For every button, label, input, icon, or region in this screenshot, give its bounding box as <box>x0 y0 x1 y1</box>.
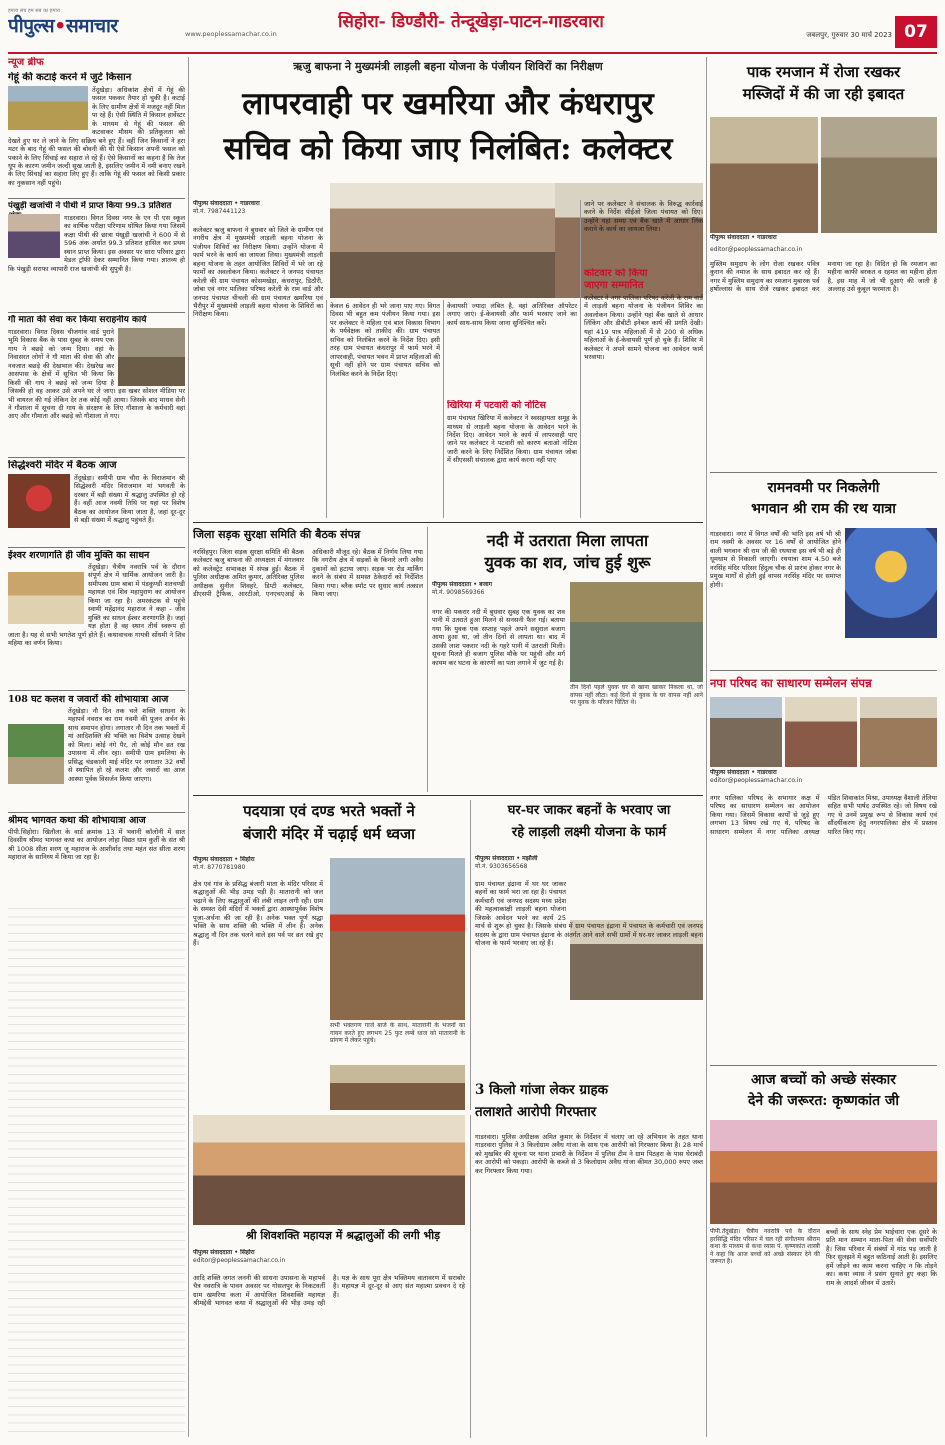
ganja-text: गाडरवारा। पुलिस अधीक्षक अमित कुमार के निर्देशन में चलाए जा रहे अभियान के तहत थाना गाडरवारा पुलिस ने 3 किलोग्राम अवैध गांजा के साथ एक आरोपी को गिरफ्तार किया है। 28 मार्च को मुखबिर की सूचना पर थाना प्रभारी के निर्देशन में पुलिस टीम ने ग्राम पिठहरा के पास घेराबंदी कर आरोपी को पकड़ा। आरोपी के कब्जे से 3 किलोग्राम अवैध गांजा कीमत 30,000 रुपए जब्त कर गिरफ्तार किया गया। <box>475 1133 703 1175</box>
sanskar-text: बच्चों के साथ स्नेह प्रेम भाईचारा एक दूसरे के प्रति मान सम्मान माता-पिता की सेवा सर्वोपरि है। जिस परिवार में संबंधों में गांठ पड़ जाती है फिर सुलझने में बहुत कठिनाई आती है। इसलिए हमें जोड़ने का काम करना चाहिए न कि तोड़ने का। कथा व्यास ने प्रसंग सुनाते हुए कहा कि राम के आदर्श जीवन में उतारें। <box>826 1228 937 1287</box>
column-divider <box>470 800 471 1110</box>
brief-siddheshwari-body: तेंदूखेड़ा। समीपी ग्राम चौरा के विराजमान श्री सिद्धेश्वरी मंदिर विराजमान मां भगवती के दरबार में बड़ी संख्या में श्रद्धालु उपस्थित हो रहे हैं। वहीं आज नवमी तिथि पर यहां पर विशेष बैठक का आयोजन किया जाता है, जहां दूर-दूर से बड़ी संख्या में श्रद्धालु पहुंचते हैं। <box>74 474 185 525</box>
napa-title: नपा परिषद का साधारण सम्मेलन संपन्न <box>710 676 872 690</box>
khiriya-story <box>447 400 577 518</box>
lead-col-3: केवायसी ज्यादा लंबित है, वहां अतिरिक्त ऑपरेटर लगाए जाएं। ई-केवायसी और फार्म भरवाए जाने का कार्य साथ-साथ किया जाना सुनिश्चित करें। <box>447 302 577 327</box>
sanskar-title-1: आज बच्चों को अच्छे संस्कार <box>750 1072 897 1088</box>
masthead-rule <box>8 52 937 54</box>
brief-divider <box>8 547 185 548</box>
ladli-title-2: रहे लाड़ली लक्ष्मी योजना के फार्म <box>511 825 667 840</box>
mahayagya-email: editor@peoplessamachar.co.in <box>193 1256 286 1264</box>
lead-mobile: मो.नं. 7987441123 <box>193 207 246 215</box>
brief-wheat <box>8 72 185 197</box>
photo-spacer <box>841 530 937 642</box>
nadi-byline-place: बजाग <box>479 581 492 588</box>
ramnavami-title-1: रामनवमी पर निकलेगी <box>767 480 880 496</box>
brief-divider <box>8 457 185 458</box>
brief-gaumata-title: गौ माता की सेवा कर किया सराहनीय कार्य <box>8 315 147 325</box>
masthead-regions: सिहोरा- डिण्डौरी- तेन्दूखेड़ा-पाटन-गाडरवारा <box>338 12 604 32</box>
iftar-photo-2 <box>821 117 937 233</box>
lead-kicker-text: ऋजु बाफना ने मुख्यमंत्री लाड़ली बहना योजना के पंजीयन शिविरों का निरीक्षण <box>293 60 603 73</box>
brief-ishwar-body: तेंदूखेड़ा। चैत्रीय नवरात्रि पर्व के दौरान संपूर्ण क्षेत्र में धार्मिक आयोजन जारी है। समीपस्थ ग्राम बाबा में पंडकुण्डी शतचण्डी महायज्ञ एवं शिव महापुराण का आयोजन किया जा रहा है। अमरकंटक से पहुंचे स्वामी महेंद्रानंद महाराज ने कहा - जीव मुक्ति का साधन ईश्वर शरणागति है। जहां यज्ञ होता है वह स्थान तीर्थ स्वरूप हो जाता है। यह से सभी भगतेश पूर्ण होते हैं। कथावाचक गायत्री सोंधमी ने शिव महिमा का वर्णन किया। <box>8 563 185 647</box>
dhwaja-procession-photo <box>330 858 465 1020</box>
padyatra-byline-line: पीपुल्स संवाददाता • सिहोरा <box>193 856 255 863</box>
brief-wheat-title: गेहूं की कटाई करने में जुटे किसान <box>8 72 132 83</box>
mahayagya-byline-place: सिहोरा <box>240 1249 255 1256</box>
lead-col-1: कलेक्टर ऋजु बाफना ने बुधवार को जिले के ग्रामीण एवं नगरीय क्षेत्र में मुख्यमंत्री लाड़ली बहना योजना के पंजीयन शिविरों का निरीक्षण किया। उन्होंने योजना में फार्म भरने के कार्य का जायजा लिया। मुख्यमंत्री लाड़ली बहना योजना के तहत आयोजित शिविरों में भरे जा रहे फार्मों का अवलोकन किया। कलेक्टर ने जनपद पंचायत करेली की ग्राम पंचायत कोसमखेड़ा, कंधरापुर, डिठौरी, जोबा एवं नगर पालिका परिषद करेली के राम वार्ड और जनपद पंचायत चीचली की ग्राम पंचायत खमरिया एवं भैरौपुर में मुख्यमंत्री लाड़ली बहना योजना के शिविरों का निरीक्षण किया। <box>193 226 323 319</box>
brief-pankhudi-text <box>8 214 185 311</box>
padyatra-title-2: बंजारी मंदिर में चढ़ाई धर्म ध्वजा <box>242 825 416 843</box>
photo-spacer <box>8 474 74 528</box>
napa-photo-3 <box>860 697 937 767</box>
brief-divider <box>8 690 185 691</box>
roza-title-1: पाक रमजान में रोजा रखकर <box>746 63 901 81</box>
mahayagya-byline-name: पीपुल्स संवाददाता <box>193 1249 233 1256</box>
napa-photo-2 <box>785 697 857 767</box>
napa-byline-name: पीपुल्स संवाददाता <box>710 769 750 776</box>
padyatra-headline <box>193 800 465 852</box>
ramnavami-body: गाडरवारा। नगर में विगत वर्षों की भांति इस वर्ष भी श्री राम नवमी के अवसर पर 16 वर्षों से आयोजित होने वाली भगवान श्री राम जी की रथयात्रा इस वर्ष भी बड़े ही धूमधाम से निकाली जाएगी। रथयात्रा शाम 4.50 बजे नरसिंह मंदिर परिसर हिंदुत्व चौक से प्रारंभ होकर नगर के प्रमुख मार्गों से होती हुई वापस नरसिंह मंदिर पर समाप्त होगी। <box>710 530 841 589</box>
kotwar-story <box>584 268 703 518</box>
napa-photo-1 <box>710 697 782 767</box>
ladli-mobile: मो.नं. 9303656568 <box>475 862 528 870</box>
sanskar-title-2: देने की जरूरत: कृष्णकांत जी <box>748 1093 899 1109</box>
masthead-name: पीपुल्स•समाचार <box>8 15 118 38</box>
roza-title-2: मस्जिदों में की जा रही इबादत <box>742 85 905 103</box>
lead-byline-place: गाडरवारा <box>240 200 260 207</box>
napa-email: editor@peoplessamachar.co.in <box>710 776 803 784</box>
ladli-byline-place: मझौली <box>522 855 538 862</box>
brief-siddheshwari <box>8 460 185 545</box>
mahayagya-byline-line: पीपुल्स संवाददाता • सिहोरा <box>193 1249 255 1256</box>
photo-spacer <box>8 707 68 785</box>
column-divider <box>580 200 581 518</box>
section-divider <box>710 472 937 473</box>
lead-headline-line-2: सचिव को किया जाए निलंबित: कलेक्टर <box>223 131 673 167</box>
section-divider <box>193 522 703 523</box>
khiriya-title: खिरिया में पटवारी को नोटिस <box>447 400 546 411</box>
masthead-tagline: हमारा सच हम सब का हमारा <box>8 8 61 14</box>
nadi-byline-line: पीपुल्स संवाददाता • बजाग <box>432 581 492 588</box>
katha-photo <box>710 1120 937 1224</box>
lead-col-2: केवल 6 आवेदन ही भरे जाना पाए गए। विगत दिवस भी बहुत कम पंजीयन किया गया। इस पर कलेक्टर ने महिला एवं बाल विकास विभाग के पर्यवेक्षक को ताकीद की। ग्राम पंचायत सचिव को निलंबित करने के निर्देश दिए। इसी तरह ग्राम पंचायत कंधरापुर में फार्म भरने में लापरवाही, पंचायत भवन में प्राप्त महिलाओं की सूची नहीं होने पर ग्राम पंचायत सचिव को निलंबित करने के निर्देश दिए। <box>330 302 440 378</box>
nadi-byline-name: पीपुल्स संवाददाता <box>432 581 472 588</box>
ganja-headline <box>475 1080 703 1130</box>
masthead-name-right: समाचार <box>65 15 118 38</box>
column-divider <box>443 300 444 518</box>
ladli-byline-name: पीपुल्स संवाददाता <box>475 855 515 862</box>
nadi-caption: तीन दिनों पहले युवक घर से खाना खाकर निकला था, जो वापस नहीं लौटा। कई दिनों से युवक के घर वापस नहीं आने पर युवक के परिजन चिंतित थे। <box>570 684 703 706</box>
brief-gaumata-body: गाडरवारा। विगत दिवस चीजगांव वार्ड पुराने भूमि विकास बैंक के पास सुबह के समय एक गाय ने बछड़े को जन्म दिया। वहां के निवासरत लोगों ने गौ माता की सेवा की और नवजात बछड़े की देखभाल की। देखरेख कर आसपास के क्षेत्रों में सूचित भी किया कि किसी की गाय ने बछड़े को जन्म दिया है जिसकी हो वह आकर उसे अपने घर ले जाए। इस खबर सोशल मीडिया पर भी वायरल की गई लेकिन देर तक कोई नहीं आया। जिसके बाद माधव सेनी ने गौशाला में सूचना दी गाय के संरक्षण के लिए गौशाला के कर्मचारी वहां आए और गौमाता और बछड़े को गौशाला ले गए। <box>8 328 185 421</box>
column-divider <box>188 57 189 1437</box>
mahayagya-headline <box>193 1228 493 1246</box>
napa-byline-line: पीपुल्स संवाददाता • गाडरवारा <box>710 769 777 776</box>
mahayagya-text: आदि शक्ति जगत जननी की साधना उपासना के महापर्व चैत्र नवरात्रि के पावन अवसर पर गोसलपुर के निकटवर्ती ग्राम खमरिया कला में आयोजित शिवशक्ति महायज्ञ श्रीमद्देवी भागवत कथा में श्रद्धालुओं की भीड़ उमड़ रही है। यज्ञ के साथ पूरा क्षेत्र भक्तिमय वातावरण में सराबोर है। महायज्ञ में दूर-दूर से आए संत महात्मा प्रवचन दे रहे हैं। <box>193 1274 465 1308</box>
brief-pankhudi-title: पंखुड़ी खजांची ने पीथी में प्राप्त किया 99.3 प्रतिशत <box>8 201 172 211</box>
section-divider <box>710 1065 937 1066</box>
nadi-headline <box>432 530 703 578</box>
masthead-url: www.peoplessamachar.co.in <box>185 30 277 38</box>
brief-siddheshwari-title: सिद्धेश्वरी मंदिर में बैठक आज <box>8 460 117 471</box>
column-divider <box>427 527 428 792</box>
brief-ishwar-title: ईश्वर शरणागति ही जीव मुक्ति का साधन <box>8 550 150 561</box>
ramnavami-text <box>710 530 937 645</box>
lead-headline <box>193 82 703 180</box>
column-divider <box>326 300 327 518</box>
roza-byline-name: पीपुल्स संवाददाता <box>710 234 750 241</box>
brief-ishwar-text <box>8 563 185 688</box>
photo-spacer <box>8 86 92 130</box>
roza-byline-line: पीपुल्स संवाददाता • गाडरवारा <box>710 234 777 241</box>
brief-ghat-kalash <box>8 694 185 810</box>
ramnavami-title-2: भगवान श्री राम की रथ यात्रा <box>751 501 896 517</box>
nadi-mobile: मो.नं. 9098569366 <box>432 588 485 596</box>
masthead-name-left: पीपुल्स <box>8 15 55 38</box>
napa-byline <box>710 769 830 791</box>
napa-text: नगर पालिका परिषद के सभागार कक्ष में परिषद का साधारण सम्मेलन का आयोजन किया गया। जिसमें विकास कार्यों से जुड़े हुए लगभग 13 विषय रखे गए थे, परिषद के साधारण सम्मेलन में नगर पालिका अध्यक्ष पंडित शिवाकांत मिश्रा, उपाध्यक्ष वैशाली तेलिया सहित सभी पार्षद उपस्थित रहे। जो विषय रखे गए थे उनमें प्रमुख रूप से विकास कार्य एवं सौंदर्यीकरण हेतु नगरपालिका क्षेत्र में प्रस्ताव पारित किए गए। <box>710 794 937 836</box>
sanskar-caption: पीपी.तेंदूखेड़ा। चैत्रीय नवरात्रि पर्व के दौरान हरसिद्धि मंदिर परिसर में चल रही संगीतमय श्रीराम कथा के माध्यम से कथा व्यास पं. कृष्णकांत शास्त्री ने कहा कि आज बच्चों को अच्छे संस्कार देने की जरूरत है। <box>710 1228 820 1265</box>
section-divider <box>710 670 937 671</box>
nadi-title-1: नदी में उतराता मिला लापता <box>486 531 649 550</box>
column-divider <box>470 1115 471 1438</box>
nadi-title-2: युवक का शव, जांच हुई शुरू <box>484 553 651 572</box>
suraksha-text: नरसिंहपुर। जिला सड़क सुरक्षा समिति की बैठक कलेक्टर ऋजु बाफना की अध्यक्षता में मंगलवार को कलेक्ट्रेट सभाकक्ष में संपन्न हुई। बैठक में पुलिस अधीक्षक अमित कुमार, अतिरिक्त पुलिस अधीक्षक सुनील शिवहरे, डिप्टी कलेक्टर, डीएसपी ट्रैफिक, आरटीओ, एनएचएआई के अधिकारी मौजूद रहे। बैठक में निर्णय लिया गया कि नगरीय क्षेत्र में सड़कों के किनारे लगी अवैध दुकानों को हटाया जाए। सड़क पर रोड मार्किंग करने के संबंध में समस्त ठेकेदारों को निर्देशित किया गया। ब्लैक स्पॉट पर सुधार कार्य तत्काल किया जाए। <box>193 548 423 599</box>
lead-headline-line-1: लापरवाही पर खमरिया और कंधरापुर <box>242 86 654 122</box>
photo-spacer <box>114 328 185 386</box>
suraksha-headline <box>193 527 423 545</box>
brief-siddheshwari-text <box>8 474 185 545</box>
ladli-text <box>475 880 703 1078</box>
river-photo <box>570 582 703 682</box>
suraksha-title: जिला सड़क सुरक्षा समिति की बैठक संपन्न <box>193 528 361 541</box>
khiriya-text: ग्राम पंचायत खिरिया में कलेक्टर ने स्वसहायता समूह के माध्यम से लाड़ली बहना योजना के आवेदन भरने के निर्देश दिए। आवेदन भरने के कार्य में लापरवाही पाए जाने पर कलेक्टर ने पटवारी को कारण बताओ नोटिस जारी करने के लिए निर्देशित किया। ग्राम पंचायत जोबा में सीएससी संचालक द्वारा कार्य करना नहीं पाए <box>447 414 577 465</box>
brief-divider <box>8 812 185 813</box>
iftar-photo-1 <box>710 117 818 233</box>
padyatra-mobile: मो.नं. 8770781980 <box>193 863 246 871</box>
lead-col-4: जाने पर कलेक्टर ने संचालक के विरुद्ध कार्रवाई करने के निर्देश सीईओ जिला पंचायत को दिए। उन्होंने यहां समग्र एवं बैंक खाते में आधार लिंक कराने के कार्य का जायजा लिया। <box>584 200 703 234</box>
ladli-headline <box>475 800 703 848</box>
nadi-byline <box>432 581 552 603</box>
brief-gaumata <box>8 315 185 455</box>
padyatra-byline-name: पीपुल्स संवाददाता <box>193 856 233 863</box>
roza-text: मुस्लिम समुदाय के लोग रोजा रखकर पवित्र कुरान की नमाज के साथ इबादत कर रहे हैं। नगर में मुस्लिम समुदाय का रमजान मुबारक पर्व हर्षोल्लास के साथ रोजे रखकर इबादत कर मनाया जा रहा है। विदित हो कि रमजान का महीना काफी बरकत व रहमत का महीना होता है, इस माह में जो भी दुआएं की जाती है अल्लाह उसे कुबूल फरमाता है। <box>710 260 937 294</box>
ladli-body: ग्राम पंचायत इंद्राना में घर घर जाकर बहनों का फार्म भरा जा रहा है। पंचायत कर्मचारी एवं जनपद सदस्य मध्य प्रदेश की महत्वाकांक्षी लाड़ली बहना योजना जिसके आवेदन भरने का कार्य 25 मार्च से शुरू हो चुका है। जिसके संबंध में ग्राम पंचायत इंद्राना में पंचायत के कर्मचारी एवं जनपद सदस्य के द्वारा ग्राम पंचायत इंद्राना के अंतर्गत आने वाले सभी ग्रामों में घर-घर जाकर लाड़ली बहना योजना के फार्म भरवाए जा रहे हैं। <box>475 880 703 948</box>
padyatra-text: क्षेत्र एवं गांव के प्रसिद्ध बंजारी माता के मंदिर परिसर में श्रद्धालुओं की भीड़ उमड़ पड़ी है। मातारानी को जल चढ़ाने के लिए श्रद्धालुओं की लंबी लाइन लगी रही। ग्राम के समस्त देवी मंदिरों में भक्तों द्वारा आस्थापूर्वक विशेष पूजा-अर्चना की जा रही है। अनेक भक्त पूर्ण श्रद्धा भक्ति के साथ शक्ति की भक्ति में लीन हैं। अनेक श्रद्धालु नौ दिन तक चलने वाले इस पर्व पर व्रत रखे हुए हैं। <box>193 880 323 948</box>
napa-headline <box>710 675 937 695</box>
brief-column-text-lines <box>8 906 185 1436</box>
lead-byline-name: पीपुल्स संवाददाता <box>193 200 233 207</box>
roza-headline <box>710 62 937 112</box>
brief-divider <box>8 198 185 199</box>
brief-divider <box>8 312 185 313</box>
brief-bhagwat-text: पीपी.सिहोरा। खितौला के वार्ड क्रमांक 13 में भवानी कॉलोनी में सात दिवसीय श्रीमद भागवत कथा का आयोजन लोहा विद्यत धाम कुर्ती के संत श्री श्री 1008 सीता शरण जू महाराज के आशीर्वाद तथा महंत संत सीता शरण महाराज के सानिध्य में किया जा रहा है। <box>8 828 185 862</box>
brief-ghat-kalash-text <box>8 707 185 810</box>
padyatra-caption: सभी भक्तगण गाजे बाजे के साथ, मातारानी के भजनों का गायन करते हुए लगभग 25 फुट लम्बे ध्वज को मातारानी के प्रांगण में लेकर पहुंचे। <box>330 1022 465 1044</box>
temple-crowd-photo <box>330 1065 465 1110</box>
mahayagya-byline <box>193 1249 313 1271</box>
kotwar-title-1: कोटवार को किया <box>584 268 648 279</box>
ganja-title-1: 3 किलो गांजा लेकर ग्राहक <box>475 1082 609 1098</box>
lead-byline-line: पीपुल्स संवाददाता • गाडरवारा <box>193 200 260 207</box>
kotwar-title-2: जाएगा सम्मानित <box>584 280 644 291</box>
brief-wheat-text <box>8 86 185 197</box>
ladli-byline-line: पीपुल्स संवाददाता • मझौली <box>475 855 538 862</box>
section-divider <box>193 795 703 796</box>
mahayagya-title: श्री शिवशक्ति महायज्ञ में श्रद्धालुओं की लगी भीड़ <box>245 1229 441 1242</box>
padyatra-title-1: पदयात्रा एवं दण्ड भरते भक्तों ने <box>243 802 415 820</box>
masthead-date: जबलपुर, गुरुवार 30 मार्च 2023 <box>806 31 892 39</box>
ramnavami-headline <box>710 478 937 526</box>
kotwar-text: कलेक्टर ने नगर पालिका परिषद करेली के राम वार्ड में लाड़ली बहना योजना के पंजीयन शिविर का अवलोकन किया। उन्होंने यहां बैंक खाते से आधार लिंकिंग और डीबीटी इनेबल कार्य की प्रगति देखी। यहां 419 पात्र महिलाओं में से 200 से अधिक महिलाओं के ई-केवायसी पूर्ण हो चुके हैं। शिविर में कलेक्टर ने अपने सामने योजना का आवेदन फार्म भरवाया। <box>584 294 703 362</box>
mahayagya-photo <box>193 1115 465 1225</box>
ladli-byline <box>475 855 595 877</box>
brief-gaumata-text <box>8 328 185 455</box>
lead-byline <box>193 200 323 222</box>
brief-pankhudi <box>8 201 185 311</box>
photo-spacer <box>8 563 88 625</box>
lead-kicker <box>193 60 703 76</box>
ganja-title-2: तलाशते आरोपी गिरफ्तार <box>475 1104 597 1120</box>
nadi-text: नगर की पकरार नदी में बुधवार सुबह एक युवक का शव पानी में उतराते हुआ मिलने से सनसनी फैल गई। बताया गया कि युवक एक सप्ताह पहले अपने ससुराल बजाग आया हुआ था, जो तीन दिनों से लापता था। बाद में उसकी लाश पकरार नदी के गहरे पानी में उतराती मिली। सूचना मिलते ही बजाग पुलिस मौके पर पहुंची और मर्ग कायम कर घटना के कारणों का पता लगाने में जुट गई है। <box>432 608 565 667</box>
brief-bhagwat-title: श्रीमद भागवत कथा की शोभायात्रा आज <box>8 815 146 826</box>
brief-bhagwat <box>8 815 185 905</box>
masthead-logo <box>8 8 183 50</box>
news-brief-tag: न्यूज ब्रीफ <box>8 57 44 68</box>
brief-ghat-kalash-body: तेंदूखेड़ा। नौ दिन तक चले शक्ति साधना के महापर्व नवरात्र का राम नवमी की पूजन अर्चन के साथ समापन होगा। लगातार नौ दिन तक भक्तों में मां आदिशक्ति की भक्ति का विशेष उत्साह देखने को मिला। कोई नंगे पैर, तो कोई मौन व्रत रख उपासना में लीन रहा। समीपी ग्राम इमलिया के प्रसिद्ध चंडकाली माई मंदिर पर लगातार 32 वर्षों से स्थापित हो रहे कलश और जवारों का आज आस्था पूर्वक विसर्जन किया जाएगा। <box>68 707 185 783</box>
napa-byline-place: गाडरवारा <box>757 769 777 776</box>
roza-byline-place: गाडरवारा <box>757 234 777 241</box>
padyatra-byline <box>193 856 323 878</box>
column-divider <box>706 57 707 1437</box>
collector-inspection-photo <box>330 183 555 298</box>
brief-pankhudi-body: गाडरवारा। विगत दिवस नगर के एन पी एस स्कूल का वार्षिक परीक्षा परिणाम घोषित किया गया जिसमें कक्षा पीथी की छात्रा पंखुड़ी खजांची ने 600 में से 596 अंक अर्थात 99.3 प्रतिशत हासिल कर प्रथम स्थान प्राप्त किया। इस अवसर पर सारा परिवार द्वारा मेडल ट्रॉफी देकर सम्मानित किया गया। ज्ञातव्य हो कि पंखुड़ी सराफा व्यापारी राज खजांची की सुपुत्री है। <box>8 214 185 273</box>
brief-ghat-kalash-title: 108 घट कलश व जवारों की शोभायात्रा आज <box>8 694 169 705</box>
brief-wheat-body: तेंदूखेड़ा। अधिकांश क्षेत्रों में गेहूं की फसल पककर तैयार हो चुकी है। कटाई के लिए ग्रामीण क्षेत्रों में मजदूर नहीं मिल पा रहे हैं। ऐसी स्थिति में किसान हार्वेस्टर के माध्यम से गेहूं की फसल की कटवाकर मौसम की प्रतिकूलता को देखते हुए घर ले जाने के लिए सक्रिय बने हुए हैं। वहीं जिन किसानों ने हरा मटर के बाद गेहूं की फसल की बोवनी की थी ऐसे किसान अपनी फसल को पकाने के लिए सिंचाई का सहारा ले रहे हैं। ऐसे किसानों का कहना है कि तेज धूप के कारण जमीन जल्दी सूख जाती है, इसलिए जमीन में नमी बनाए रखने के लिए सिंचाई का सहारा लिए हुए हैं। ताकि गेहूं की फसल को किसी प्रकार का नुकसान नहीं पहुंचे। <box>8 86 185 187</box>
page-number: 07 <box>895 16 937 48</box>
sanskar-headline <box>710 1070 937 1118</box>
roza-byline <box>710 234 820 246</box>
roza-email: editor@peoplessamachar.co.in <box>710 246 803 253</box>
brief-ishwar <box>8 550 185 688</box>
photo-spacer <box>8 214 64 258</box>
ladli-title-1: घर-घर जाकर बहनों के भरवाए जा <box>507 803 671 818</box>
padyatra-byline-place: सिहोरा <box>240 856 255 863</box>
